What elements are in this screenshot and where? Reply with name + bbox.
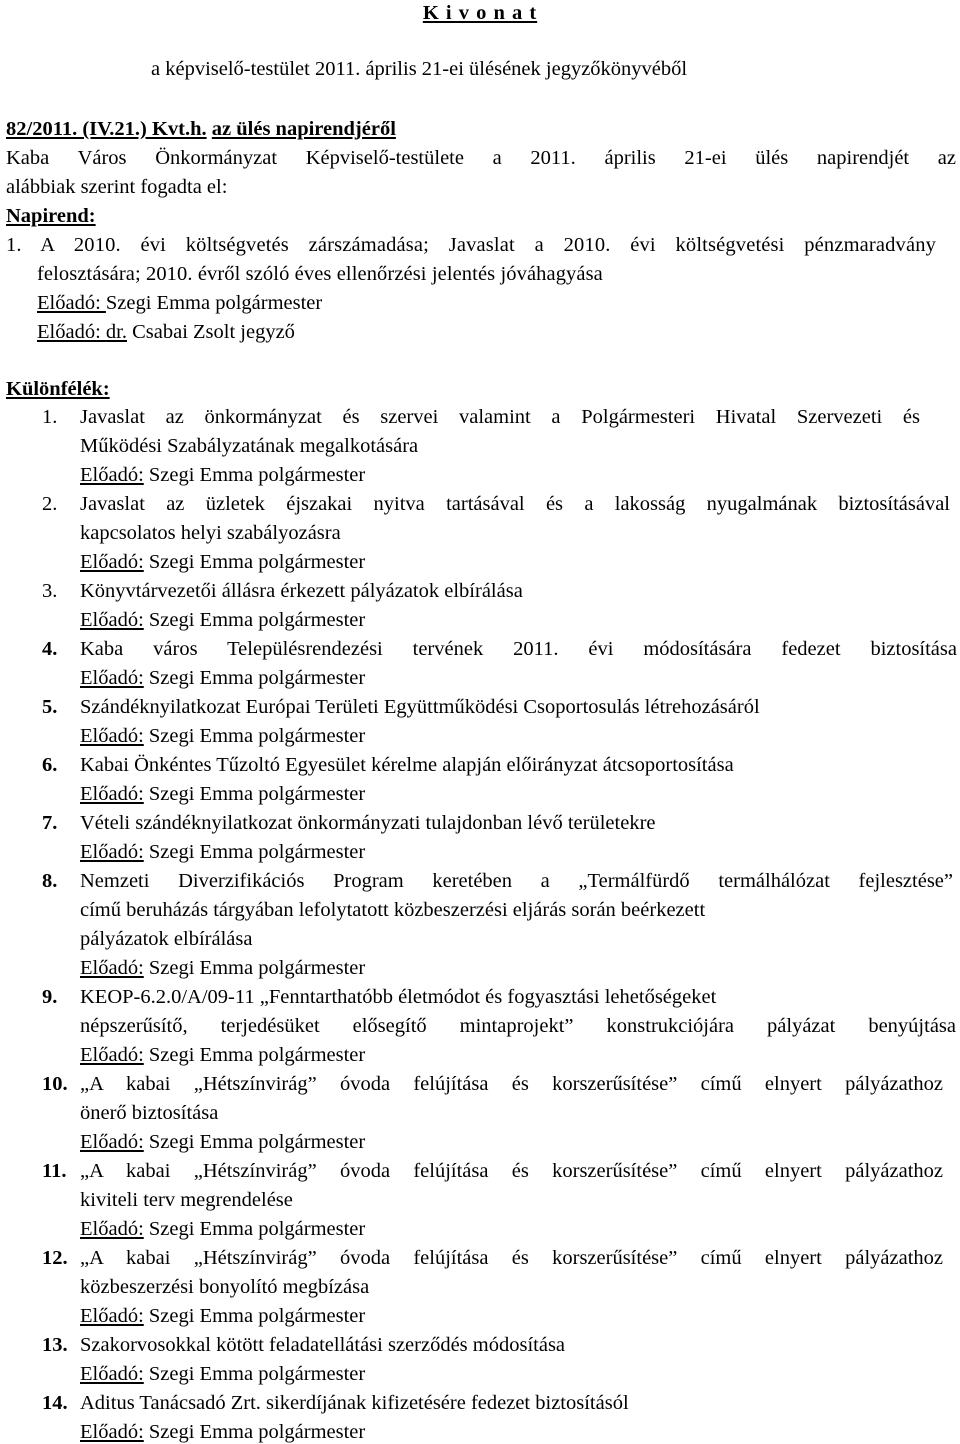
list-item-text-line-1: Nemzeti Diverzifikációs Program keretében a „Termálfürdő termálhálózat fejlesztése”: [80, 870, 953, 892]
list-item-number: 12.: [42, 1247, 68, 1269]
presenter-name: Szegi Emma polgármester: [148, 667, 366, 689]
presenter-name: Szegi Emma polgármester: [148, 1421, 366, 1443]
list-item-presenter: [80, 1362, 365, 1386]
list-item-text-line-1: Szakorvosokkal kötött feladatellátási szerződés módosítása: [80, 1334, 566, 1356]
list-item-number: 5.: [42, 696, 58, 718]
presenter-label: Előadó:: [80, 841, 144, 863]
presenter-name: Csabai Zsolt jegyző: [126, 321, 295, 343]
list-item-text-line-1: Szándéknyilatkozat Európai Területi Együttműködési Csoportosulás létrehozásáról: [80, 696, 760, 718]
presenter-name: Szegi Emma polgármester: [148, 464, 366, 486]
presenter-name: Szegi Emma polgármester: [148, 1044, 366, 1066]
list-item-presenter: [80, 724, 365, 748]
list-item-text-line-2: népszerűsítő, terjedésüket elősegítő mintaprojekt” konstrukciójára pályázat benyújtása: [80, 1015, 956, 1037]
presenter-name: Szegi Emma polgármester: [148, 1363, 366, 1385]
list-item-text-line-1: Vételi szándéknyilatkozat önkormányzati tulajdonban lévő területekre: [80, 812, 656, 834]
list-item-text-line-2: önerő biztosítása: [80, 1102, 219, 1124]
list-item-number: 9.: [42, 986, 58, 1008]
presenter-name: Szegi Emma polgármester: [148, 725, 366, 747]
list-item-text-line-2: kiviteli terv megrendelése: [80, 1189, 293, 1211]
list-item-presenter: [80, 782, 365, 806]
list-item-text-line-1: Javaslat az önkormányzat és szervei valamint a Polgármesteri Hivatal Szervezeti és: [80, 406, 920, 428]
presenter-label: Előadó:: [80, 1421, 144, 1443]
list-item-text-line-2: Működési Szabályzatának megalkotására: [80, 435, 419, 457]
list-item-text-line-1: „A kabai „Hétszínvirág” óvoda felújítása és korszerűsítése” című elnyert pályázathoz: [80, 1160, 943, 1182]
presenter-label: Előadó:: [80, 725, 144, 747]
document-subtitle: a képviselő-testület 2011. április 21-ei ülésének jegyzőkönyvéből: [151, 58, 688, 80]
list-item-number: 4.: [42, 638, 58, 660]
list-item-number: 10.: [42, 1073, 68, 1095]
list-item-text-line-2: kapcsolatos helyi szabályozásra: [80, 522, 341, 544]
list-item-text-line-1: Könyvtárvezetői állásra érkezett pályázatok elbírálása: [80, 580, 523, 602]
presenter-name: Szegi Emma polgármester: [148, 1218, 366, 1240]
list-item-text-line-1: „A kabai „Hétszínvirág” óvoda felújítása és korszerűsítése” című elnyert pályázathoz: [80, 1247, 943, 1269]
list-item-number: 14.: [42, 1392, 68, 1414]
presenter-label: Előadó:: [80, 1218, 144, 1240]
presenter-label: Előadó:: [80, 667, 144, 689]
list-item-presenter: [80, 666, 365, 690]
presenter-label: Előadó:: [37, 292, 106, 314]
presenter-label: Előadó:: [80, 783, 144, 805]
presenter-label: Előadó:: [37, 321, 106, 343]
list-item-text-line-2: című beruházás tárgyában lefolytatott közbeszerzési eljárás során beérkezett: [80, 899, 706, 921]
resolution-intro-line-2: alábbiak szerint fogadta el:: [6, 176, 228, 198]
list-item-text-line-1: Kaba város Településrendezési tervének 2011. évi módosítására fedezet biztosítása: [80, 638, 957, 660]
list-item-presenter: [80, 1217, 365, 1241]
list-item-text-line-1: KEOP-6.2.0/A/09-11 „Fenntarthatóbb életmódot és fogyasztási lehetőségeket: [80, 986, 717, 1008]
presenter-label: Előadó:: [80, 551, 144, 573]
list-item-number: 13.: [42, 1334, 68, 1356]
list-item-presenter: [80, 840, 365, 864]
resolution-subject: az ülés napirendjéről: [211, 118, 396, 140]
presenter-name: Szegi Emma polgármester: [148, 841, 366, 863]
resolution-heading: [6, 117, 396, 141]
misc-label: Különfélék:: [6, 378, 110, 400]
presenter-name: Szegi Emma polgármester: [148, 957, 366, 979]
presenter-name: Szegi Emma polgármester: [148, 1305, 366, 1327]
list-item-text-line-1: Kabai Önkéntes Tűzoltó Egyesület kérelme alapján előirányzat átcsoportosítása: [80, 754, 734, 776]
presenter-label: Előadó:: [80, 1131, 144, 1153]
presenter-name: Szegi Emma polgármester: [105, 292, 323, 314]
list-item-text-line-1: Aditus Tanácsadó Zrt. sikerdíjának kifizetésére fedezet biztosításól: [80, 1392, 629, 1414]
list-item-number: 3.: [42, 580, 58, 602]
list-item-number: 2.: [42, 493, 58, 515]
resolution-intro-line-1: Kaba Város Önkormányzat Képviselő-testülete a 2011. április 21-ei ülés napirendjét az: [6, 147, 956, 169]
list-item-text-line-2: közbeszerzési bonyolító megbízása: [80, 1276, 370, 1298]
list-item-number: 6.: [42, 754, 58, 776]
presenter-prefix: dr.: [105, 321, 127, 343]
list-item-presenter: [80, 1420, 365, 1444]
document-title: K i v o n a t: [422, 2, 538, 24]
presenter-label: Előadó:: [80, 1363, 144, 1385]
list-item-presenter: [80, 608, 365, 632]
presenter-label: Előadó:: [80, 609, 144, 631]
presenter-name: Szegi Emma polgármester: [148, 1131, 366, 1153]
list-item-presenter: [80, 550, 365, 574]
list-item-presenter: [80, 1304, 365, 1328]
list-item-presenter: [80, 1043, 365, 1067]
list-item-number: 1.: [42, 406, 58, 428]
agenda-label: Napirend:: [6, 205, 96, 227]
list-item-number: 7.: [42, 812, 58, 834]
list-item-text-line-3: pályázatok elbírálása: [80, 928, 253, 950]
presenter-label: Előadó:: [80, 957, 144, 979]
agenda-item-1-line-2: felosztására; 2010. évről szóló éves ellenőrzési jelentés jóváhagyása: [37, 263, 603, 285]
agenda-presenter-2: [37, 320, 295, 344]
list-item-text-line-1: Javaslat az üzletek éjszakai nyitva tartásával és a lakosság nyugalmának biztosításával: [80, 493, 950, 515]
list-item-number: 8.: [42, 870, 58, 892]
presenter-label: Előadó:: [80, 464, 144, 486]
presenter-label: Előadó:: [80, 1305, 144, 1327]
list-item-presenter: [80, 463, 365, 487]
list-item-text-line-1: „A kabai „Hétszínvirág” óvoda felújítása és korszerűsítése” című elnyert pályázathoz: [80, 1073, 943, 1095]
agenda-item-1-line-1: 1. A 2010. évi költségvetés zárszámadása; Javaslat a 2010. évi költségvetési pénzmaradvány: [6, 234, 936, 256]
list-item-presenter: [80, 956, 365, 980]
presenter-name: Szegi Emma polgármester: [148, 609, 366, 631]
presenter-name: Szegi Emma polgármester: [148, 783, 366, 805]
presenter-name: Szegi Emma polgármester: [148, 551, 366, 573]
list-item-presenter: [80, 1130, 365, 1154]
agenda-presenter-1: [37, 291, 322, 315]
presenter-label: Előadó:: [80, 1044, 144, 1066]
resolution-number: 82/2011. (IV.21.) Kvt.h.: [6, 118, 207, 140]
list-item-number: 11.: [42, 1160, 67, 1182]
